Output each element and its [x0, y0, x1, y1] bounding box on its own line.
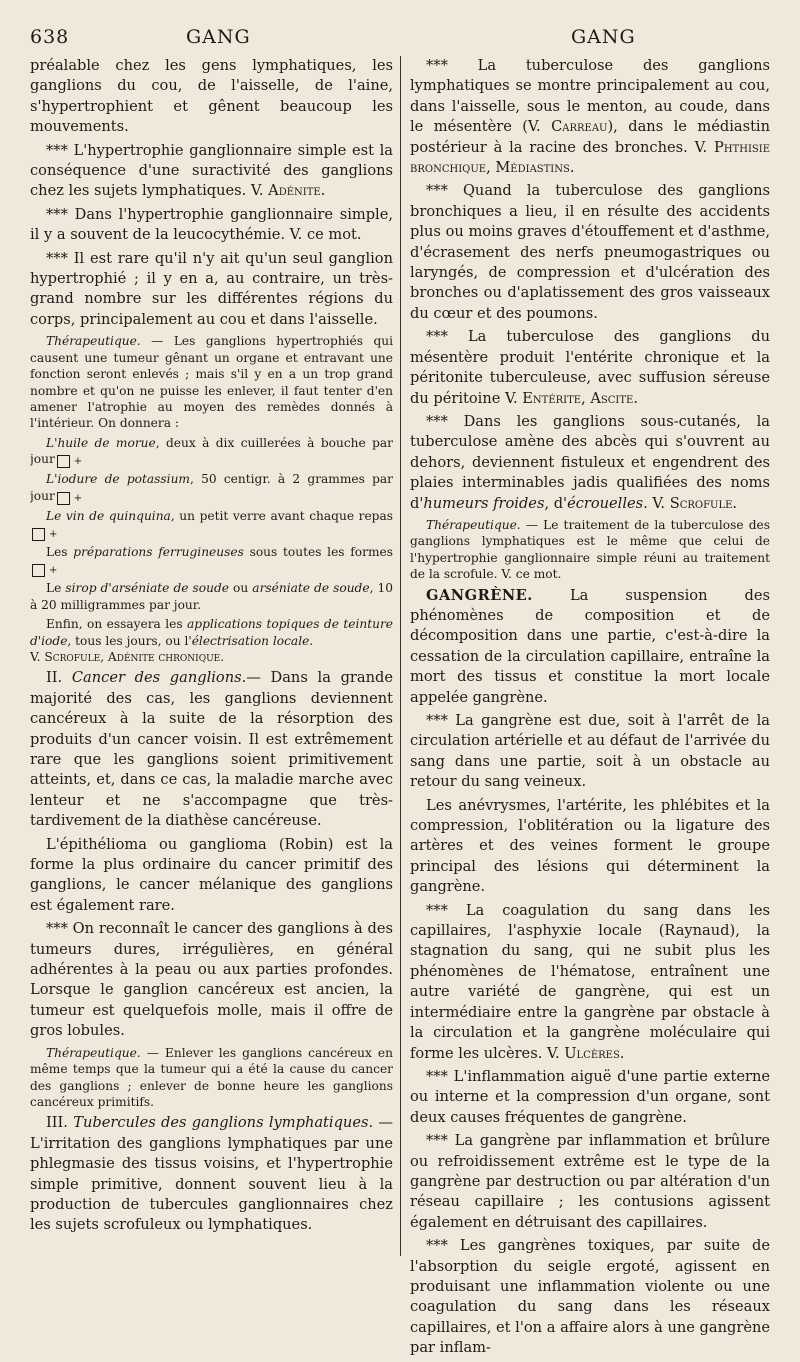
- therapeutics-label: Thérapeutique.: [426, 517, 521, 532]
- paragraph-text: ), dans le médiastin postérieur à la racine des bronches. V.: [410, 118, 770, 156]
- page-number: 638: [30, 26, 70, 48]
- paragraph: *** Il est rare qu'il n'y ait qu'un seul ganglion hypertrophié ; il y en a, au contraire, un très-grand nombre sur les différentes régions du corps, principalement au cou et dans l'aisselle.: [30, 249, 393, 328]
- remedy-name: préparations ferrugineuses: [73, 544, 244, 559]
- note-text: — Le traitement de la tuberculose des ganglions lymphatiques est le même que celui de l'hypertrophie ganglionnaire simple réuni au traitement de la scrofule. V. ce mot.: [410, 517, 770, 582]
- paragraph: [410, 327, 770, 409]
- remedy-conj: , tous les jours, ou l': [67, 633, 192, 648]
- italic-term: écrouelles: [567, 494, 644, 512]
- entry-headword: GANGRÈNE.: [426, 586, 533, 604]
- section-title: Tubercules des ganglions lymphatiques.: [73, 1114, 374, 1132]
- remedy-name: arséniate de soude: [252, 581, 370, 596]
- note-text: — Les ganglions hypertrophiés qui causent une tumeur gênant un organe et entravant une fonction seront enlevés ; mais s'il y en a un trop grand nombre et qu'on ne puisse les enlever, il faut tenter d'en amener l'atrophie au moyen des remèdes donnés à l'intérieur. On donnera :: [30, 334, 393, 431]
- paragraph-text: *** La tuberculose des ganglions lymphatiques se montre principalement au cou, dans l'aisselle, sous le menton, au coude, dans le mésentère (V.: [410, 57, 770, 136]
- remedy-symbol: +: [32, 528, 45, 541]
- paragraph: *** On reconnaît le cancer des ganglions à des tumeurs dures, irrégulières, en général adhérentes à la peau ou aux parties profondes. Lorsque le ganglion cancéreux est ancien, la tumeur est quelquefois molle, mais il offre de gros lobules.: [30, 920, 393, 1040]
- remedy-line: [30, 435, 393, 468]
- remedy-dose: , un petit verre avant chaque repas: [170, 508, 393, 523]
- cross-reference: Ulcères.: [564, 1044, 625, 1062]
- remedy-symbol: +: [32, 564, 45, 577]
- column-divider: [400, 56, 401, 1256]
- remedy-dose: sous toutes les formes: [243, 544, 393, 559]
- cross-reference: Entérite, Ascite.: [522, 389, 638, 407]
- paragraph-text: *** Dans les ganglions sous-cutanés, la tuberculose amène des abcès qui s'ouvrent au dehors, deviennent fistuleux et engendrent des plaies interminables jadis qualifiées des noms d': [410, 412, 770, 512]
- remedy-dose: , 50 centigr. à 2 grammes par jour: [30, 472, 393, 503]
- running-head-right: GANG: [571, 26, 636, 48]
- paragraph: [30, 141, 393, 202]
- remedy-symbol: +: [57, 492, 70, 505]
- paragraph-text: . V.: [643, 494, 670, 512]
- therapeutics-note: [30, 333, 393, 431]
- paragraph-text: *** La coagulation du sang dans les capillaires, l'asphyxie locale (Raynaud), la stagnation du sang, qui ne subit plus les phénomènes de l'hématose, entraînent une autre variété de gangrène, qui est un intermédiaire entre la gangrène par obstacle à la circulation et la gangrène moléculaire qui forme les ulcères. V.: [410, 901, 770, 1062]
- entry-gangrene: [410, 586, 770, 708]
- cross-reference: Scrofule.: [669, 494, 738, 512]
- cross-reference: Carreau: [551, 118, 608, 136]
- remedy-line: [30, 616, 393, 665]
- paragraph-text: *** La tuberculose des ganglions du mésentère produit l'entérite chronique et la péritonite tuberculeuse, avec suffusion séreuse du péritoine V.: [410, 328, 770, 407]
- remedy-dose: , 10 à 20 milligrammes par jour.: [30, 581, 393, 612]
- remedy-dose: , deux à dix cuillerées à bouche par jour: [30, 435, 393, 467]
- therapeutics-label: Thérapeutique.: [46, 1045, 141, 1060]
- remedy-name: sirop d'arséniate de soude: [65, 581, 229, 596]
- remedy-line: [30, 471, 393, 504]
- running-head-left: GANG: [186, 26, 251, 48]
- paragraph: [410, 412, 770, 514]
- remedy-line: [30, 508, 393, 541]
- remedy-prefix: Le: [46, 581, 66, 596]
- paragraph-text: *** L'hypertrophie ganglionnaire simple est la conséquence d'une suractivité des ganglions chez les sujets lymphatiques. V.: [30, 141, 393, 200]
- paragraph: *** La gangrène par inflammation et brûlure ou refroidissement extrême est le type de la gangrène par destruction ou par altération d'un réseau capillaire ; les contusions agissent également en détruisant des capillaires.: [410, 1132, 770, 1231]
- entry-text: La suspension des phénomènes de composition et de décomposition dans une partie, c'est-à-dire la cessation de la circulation capillaire, entraîne la mort des tissus et constitue la mort locale appelée gangrène.: [410, 586, 770, 706]
- note-text: — Enlever les ganglions cancéreux en même temps que la tumeur qui a été la cause du cancer des ganglions ; enlever de bonne heure les ganglions cancéreux primitifs.: [30, 1045, 393, 1109]
- remedy-line: [30, 544, 393, 577]
- section-number: II.: [46, 669, 72, 687]
- paragraph: *** Dans l'hypertrophie ganglionnaire simple, il y a souvent de la leucocythémie. V. ce mot.: [30, 205, 393, 244]
- italic-term: humeurs froides: [423, 494, 545, 512]
- remedy-line: [30, 580, 393, 613]
- therapeutics-label: Thérapeutique.: [46, 334, 141, 349]
- paragraph: *** La gangrène est due, soit à l'arrêt de la circulation artérielle et au défaut de l'arrivée du sang dans une partie, soit à un obstacle au retour du sang veineux.: [410, 712, 770, 791]
- remedy-name: électrisation locale.: [191, 633, 314, 648]
- remedy-name: Le vin de quinquina: [46, 508, 171, 523]
- right-column: [410, 56, 770, 1362]
- therapeutics-note: [30, 1045, 393, 1111]
- remedy-name: L'iodure de potassium: [46, 472, 190, 487]
- therapeutics-note: [410, 517, 770, 583]
- paragraph: Les anévrysmes, l'artérite, les phlébites et la compression, l'oblitération ou la ligature des artères et des veines forment le groupe principal des lésions qui déterminent la gangrène.: [410, 796, 770, 896]
- section-text: — L'irritation des ganglions lymphatiques par une phlegmasie des tissus voisins, et l'hypertrophie simple primitive, donnent souvent lieu à la production de tubercules ganglionnaires chez les sujets scrofuleux ou lymphatiques.: [30, 1114, 393, 1234]
- paragraph: [410, 901, 770, 1064]
- section-text: — Dans la grande majorité des cas, les ganglions deviennent cancéreux à la suite de la résorption des produits d'un cancer voisin. Il est extrêmement rare que les ganglions soient primitivement atteints, et, dans ce cas, la maladie marche avec lenteur et ne s'accompagne que très-tardivement de la diathèse cancéreuse.: [30, 669, 393, 830]
- paragraph: *** Les gangrènes toxiques, par suite de l'absorption du seigle ergoté, agissent en produisant une inflammation violente ou une coagulation du sang dans les réseaux capillaires, et l'on a affaire alors à une gangrène par inflam-: [410, 1237, 770, 1357]
- paragraph: L'épithélioma ou ganglioma (Robin) est la forme la plus ordinaire du cancer primitif des ganglions, le cancer mélanique des ganglions est également rare.: [30, 835, 393, 914]
- section-tubercules: [30, 1113, 393, 1235]
- cross-reference: Adénite.: [268, 182, 326, 200]
- cross-reference: Scrofule, Adénite chronique.: [44, 649, 225, 664]
- section-number: III.: [46, 1114, 74, 1132]
- remedy-prefix: Enfin, on essayera les: [46, 617, 188, 632]
- remedy-prefix: Les: [46, 544, 74, 559]
- remedy-symbol: +: [57, 455, 70, 468]
- remedy-conj: ou: [228, 581, 253, 596]
- left-column: [30, 56, 393, 1239]
- paragraph: préalable chez les gens lymphatiques, les ganglions du cou, de l'aisselle, de l'aine, s'hypertrophient et gênent beaucoup les mouvements.: [30, 57, 393, 136]
- paragraph-text: , d': [544, 494, 568, 512]
- remedy-name: applications topiques de teinture d'iode: [30, 617, 393, 648]
- section-title: Cancer des ganglions.: [71, 669, 247, 687]
- cross-reference: Phthisie bronchique, Médiastins.: [410, 138, 770, 177]
- see-marker: V.: [30, 649, 45, 664]
- paragraph: *** Quand la tuberculose des ganglions bronchiques a lieu, il en résulte des accidents plus ou moins graves d'étouffement et d'asthme, d'écrasement des nerfs pneumogastriques ou laryngés, de compression et d'ulcération des bronches ou d'aplatissement des gros vaisseaux du cœur et des poumons.: [410, 182, 770, 322]
- section-cancer: [30, 668, 393, 831]
- remedy-name: L'huile de morue: [46, 435, 156, 450]
- paragraph: *** L'inflammation aiguë d'une partie externe ou interne et la compression d'un organe, sont deux causes fréquentes de gangrène.: [410, 1067, 770, 1126]
- paragraph: [410, 56, 770, 178]
